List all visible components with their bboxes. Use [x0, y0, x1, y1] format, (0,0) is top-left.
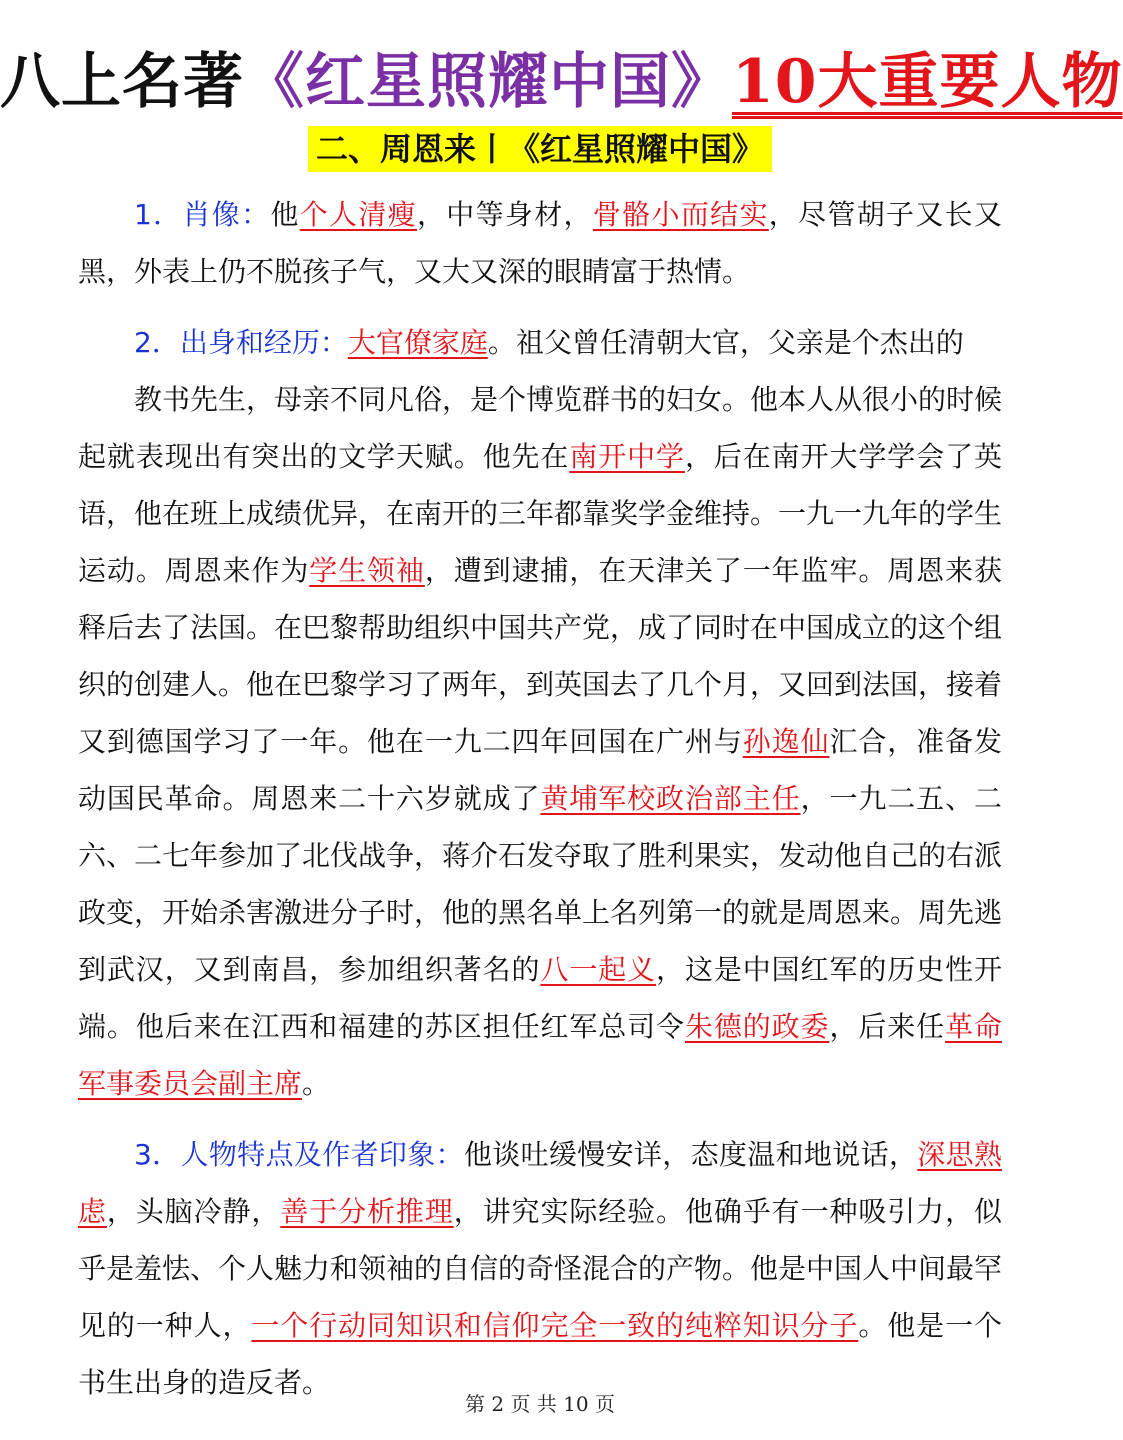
traits-label: 3．人物特点及作者印象：	[134, 1138, 464, 1171]
keyword-highlight: 善于分析推理	[280, 1195, 454, 1228]
background-label: 2．出身和经历：	[134, 326, 348, 359]
text-segment: 汇合，准备发动国民革命。周恩来二十六岁就成了	[78, 725, 1002, 815]
background-paragraph-intro	[78, 314, 1002, 371]
text-segment: ，遭到逮捕，在天津关了一年监牢。周恩来获释后去了法国。在巴黎帮助组织中国共产党，成了同时在中国成立的这个组织的创建人。他在巴黎学习了两年，到英国去了几个月，又回到法国，接着又到德国学习了一年。他在一九二四年回国在广州与	[78, 554, 1003, 758]
text-segment: ，尽管胡子又长又黑，外表上仍不脱孩子气，又大又深的眼睛富于热情。	[78, 198, 1002, 288]
text-segment: 。祖父曾任清朝大官，父亲是个杰出的	[487, 326, 964, 359]
background-paragraph-body	[78, 371, 1002, 1112]
keyword-highlight: 革命军事委员会副主席	[78, 1010, 1002, 1100]
text-segment: 。他是一个书生出身的造反者。	[78, 1309, 1002, 1399]
text-segment: 教书先生，母亲不同凡俗，是个博览群书的妇女。他本人从很小的时候起就表现出有突出的文学天赋。他先在	[78, 383, 1003, 473]
text-segment: ，这是中国红军的历史性开端。他后来在江西和福建的苏区担任红军总司令	[78, 953, 1002, 1043]
main-content	[78, 186, 1002, 1425]
keyword-highlight: 深思熟虑	[78, 1138, 1002, 1228]
text-segment: ，讲究实际经验。他确乎有一种吸引力，似乎是羞怯、个人魅力和领袖的自信的奇怪混合的产物。他是中国人中间最罕见的一种人，	[78, 1195, 1003, 1342]
text-segment: ，后来任	[829, 1010, 946, 1043]
keyword-highlight: 个人清瘦	[299, 198, 417, 231]
text-segment: 他谈吐缓慢安详，态度温和地说话，	[463, 1138, 918, 1171]
subtitle-row	[0, 126, 1080, 172]
keyword-highlight: 八一起义	[540, 953, 657, 986]
portrait-paragraph	[78, 186, 1002, 300]
section-subtitle: 二、周恩来丨《红星照耀中国》	[308, 126, 772, 172]
portrait-label: 1．肖像：	[134, 198, 271, 231]
title-book-name: 《红星照耀中国》	[244, 47, 732, 117]
text-segment: ，头脑冷静，	[106, 1195, 281, 1228]
keyword-highlight: 孙逸仙	[742, 725, 830, 758]
page-title	[0, 40, 1123, 124]
text-segment: ，一九二五、二六、二七年参加了北伐战争，蒋介石发夺取了胜利果实，发动他自己的右派政变，开始杀害激进分子时，他的黑名单上名列第一的就是周恩来。周先逃到武汉，又到南昌，参加组织著名的	[78, 782, 1003, 986]
keyword-highlight: 一个行动同知识和信仰完全一致的纯粹知识分子	[251, 1309, 859, 1342]
title-prefix: 八上名著	[0, 47, 244, 117]
text-segment: ，中等身材，	[416, 198, 593, 231]
page-number: 第 2 页 共 10 页	[465, 1392, 615, 1416]
keyword-highlight: 学生领袖	[309, 554, 425, 587]
keyword-highlight: 黄埔军校政治部主任	[540, 782, 801, 815]
keyword-highlight: 南开中学	[569, 440, 685, 473]
title-topic: 10大重要人物	[732, 47, 1123, 117]
text-segment: 他	[270, 198, 300, 231]
traits-paragraph	[78, 1126, 1002, 1411]
text-segment: 。	[302, 1067, 331, 1100]
keyword-highlight: 骨骼小而结实	[592, 198, 769, 231]
keyword-highlight: 大官僚家庭	[347, 326, 488, 359]
keyword-highlight: 朱德的政委	[684, 1010, 830, 1043]
text-segment: ，后在南开大学学会了英语，他在班上成绩优异，在南开的三年都靠奖学金维持。一九一九年的学生运动。周恩来作为	[78, 440, 1003, 587]
